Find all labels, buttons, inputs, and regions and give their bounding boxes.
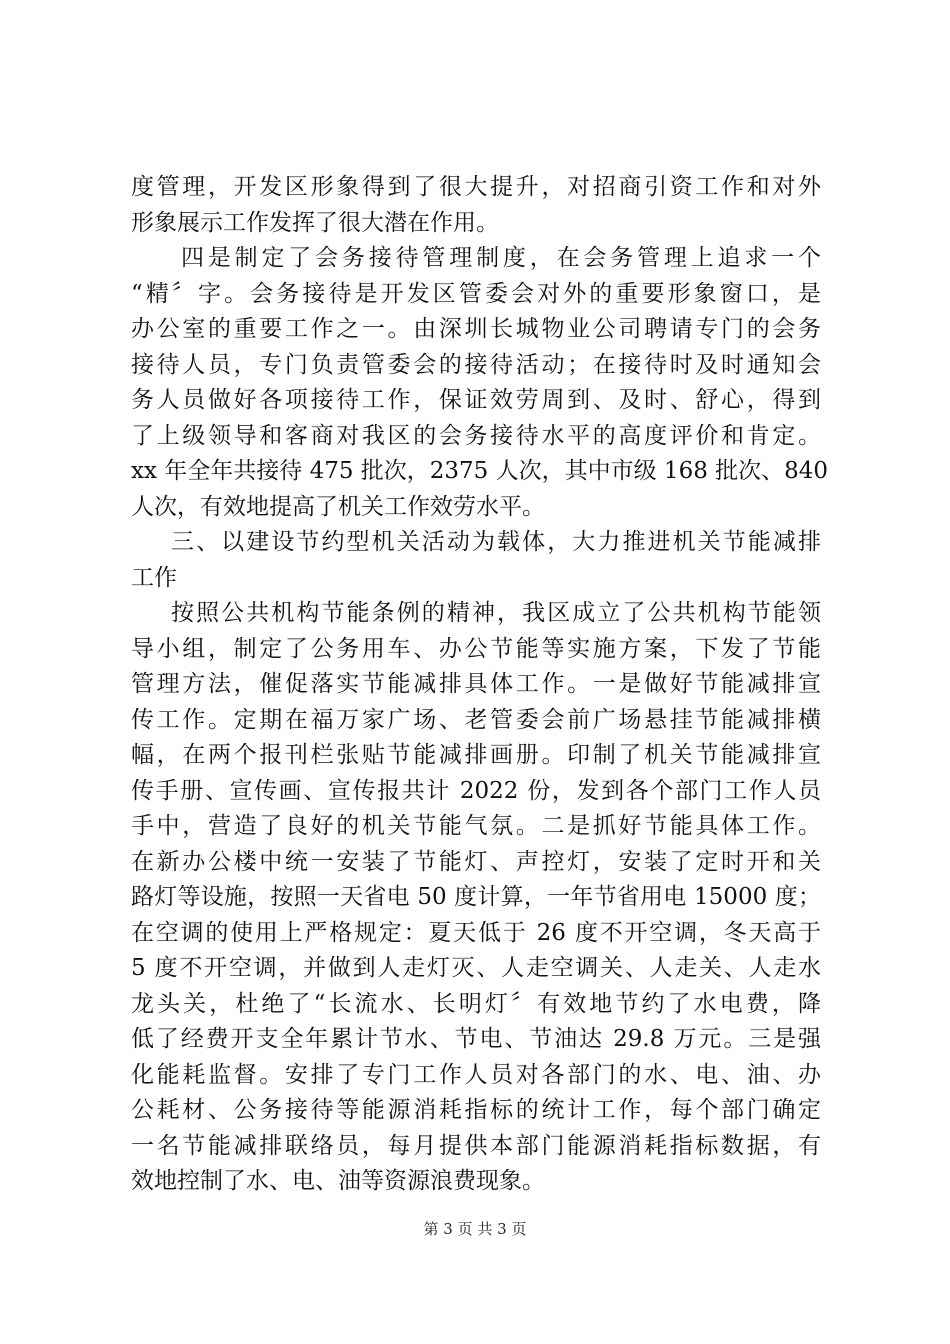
text-line: 低了经费开支全年累计节水、节电、节油达 29.8 万元。三是强: [131, 1026, 821, 1052]
text-line: 路灯等设施，按照一天省电 50 度计算，一年节省用电 15000 度；: [131, 884, 821, 910]
text-line: 务人员做好各项接待工作，保证效劳周到、及时、舒心，得到: [131, 387, 821, 413]
text-line: 办公室的重要工作之一。由深圳长城物业公司聘请专门的会务: [131, 316, 821, 342]
text-line: 在新办公楼中统一安装了节能灯、声控灯，安装了定时开和关: [131, 848, 821, 875]
page-footer: 第 3 页 共 3 页: [423, 1220, 527, 1238]
text-line: 化能耗监督。安排了专门工作人员对各部门的水、电、油、办: [131, 1061, 821, 1088]
text-line: 手中，营造了良好的机关节能气氛。二是抓好节能具体工作。: [131, 813, 821, 839]
document-body: [131, 170, 829, 1200]
text-line: 管理方法，催促落实节能减排具体工作。一是做好节能减排宣: [131, 671, 821, 697]
text-line: 传工作。定期在福万家广场、老管委会前广场悬挂节能减排横: [131, 706, 821, 733]
text-line: 四是制定了会务接待管理制度，在会务管理上追求一个: [181, 245, 821, 271]
text-line: 按照公共机构节能条例的精神，我区成立了公共机构节能领: [171, 600, 821, 626]
text-line: 龙头关，杜绝了“长流水、长明灯〞有效地节约了水电费，降: [131, 990, 821, 1017]
text-line: 导小组，制定了公务用车、办公节能等实施方案，下发了节能: [131, 635, 821, 662]
text-line: 一名节能减排联络员，每月提供本部门能源消耗指标数据，有: [131, 1132, 821, 1159]
text-line: 5 度不开空调，并做到人走灯灭、人走空调关、人走关、人走水: [131, 955, 821, 981]
text-line: 人次，有效地提高了机关工作效劳水平。: [131, 493, 545, 520]
text-line: 传手册、宣传画、宣传报共计 2022 份，发到各个部门工作人员: [131, 777, 821, 804]
text-line: 在空调的使用上严格规定：夏天低于 26 度不开空调，冬天高于: [131, 919, 821, 946]
text-line: xx 年全年共接待 475 批次，2375 人次，其中市级 168 批次、840: [131, 458, 829, 484]
text-line: 效地控制了水、电、油等资源浪费现象。: [131, 1168, 545, 1194]
text-line: 形象展示工作发挥了很大潜在作用。: [131, 209, 499, 236]
section-heading: 工作: [131, 564, 177, 591]
text-line: 了上级领导和客商对我区的会务接待水平的高度评价和肯定。: [131, 422, 821, 449]
text-line: 度管理，开发区形象得到了很大提升，对招商引资工作和对外: [131, 174, 821, 200]
text-line: “精〞字。会务接待是开发区管委会对外的重要形象窗口，是: [131, 280, 821, 307]
text-line: 幅，在两个报刊栏张贴节能减排画册。印制了机关节能减排宣: [131, 742, 821, 768]
text-line: 接待人员，专门负责管委会的接待活动；在接待时及时通知会: [131, 351, 821, 378]
text-line: 公耗材、公务接待等能源消耗指标的统计工作，每个部门确定: [131, 1097, 821, 1123]
section-heading: 三、以建设节约型机关活动为载体，大力推进机关节能减排: [171, 529, 821, 555]
